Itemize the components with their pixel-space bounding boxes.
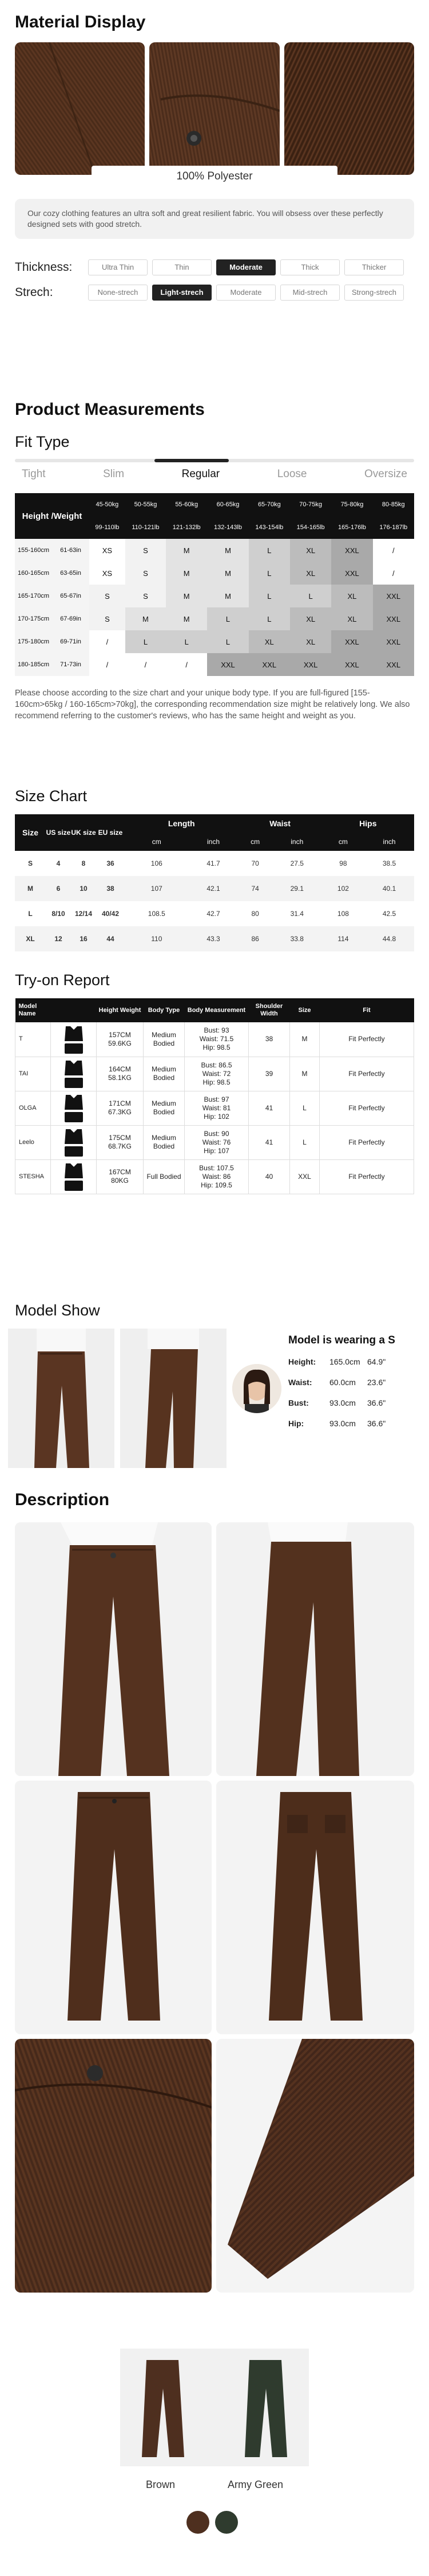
model-photo-side xyxy=(120,1329,227,1468)
recommended-size: XXL xyxy=(290,653,331,676)
recommended-size: L xyxy=(207,607,248,630)
pants-photo-side-model xyxy=(216,1522,414,1776)
size-cell-hips-in: 40.1 xyxy=(382,885,396,893)
model-stat-row xyxy=(288,1398,395,1407)
weight-lb: 154-165lb xyxy=(290,516,331,539)
size-chart-section xyxy=(0,787,429,951)
model-stat-row xyxy=(288,1419,395,1428)
size-cell-waist-cm: 86 xyxy=(251,935,259,943)
model-body-type: Medium Bodied xyxy=(144,1057,185,1091)
size-cell-waist-cm: 70 xyxy=(251,859,259,867)
model-size: M xyxy=(290,1022,320,1057)
size-cell-uk: 12/14 xyxy=(74,910,93,918)
recommended-size: L xyxy=(249,539,290,562)
fabric-photo-1 xyxy=(15,42,145,175)
stretch-strong: Strong-strech xyxy=(344,285,404,301)
model-thumbnail xyxy=(51,1091,97,1125)
size-row xyxy=(15,851,414,876)
model-shoulder: 40 xyxy=(249,1159,290,1194)
recommended-size: XXL xyxy=(331,562,372,585)
weight-kg: 70-75kg xyxy=(290,493,331,516)
recommended-size: L xyxy=(290,585,331,607)
recommended-size: XXL xyxy=(373,630,414,653)
recommended-size: XXL xyxy=(207,653,248,676)
description-section xyxy=(0,1490,429,2490)
recommended-size: XL xyxy=(331,585,372,607)
size-row xyxy=(15,926,414,951)
size-cell-hips-cm: 102 xyxy=(337,885,349,893)
model-shoulder: 41 xyxy=(249,1125,290,1159)
recommended-size: XL xyxy=(290,562,331,585)
recommended-size: L xyxy=(166,630,207,653)
weight-kg: 50-55kg xyxy=(125,493,166,516)
model-body-measurement: Bust: 107.5 Waist: 86 Hip: 109.5 xyxy=(185,1159,249,1194)
fit-slim: Slim xyxy=(103,468,125,480)
recommended-size: XXL xyxy=(373,585,414,607)
model-size: XXL xyxy=(290,1159,320,1194)
thickness-row xyxy=(0,259,429,275)
recommended-size: M xyxy=(166,562,207,585)
hw-row xyxy=(15,562,414,585)
fabric-composition: 100% Polyester xyxy=(92,166,337,187)
model-thumbnail xyxy=(51,1125,97,1159)
army-green-swatch[interactable] xyxy=(215,2511,238,2534)
model-name: OLGA xyxy=(15,1091,51,1125)
stat-key: Hip: xyxy=(288,1419,304,1428)
stat-cm: 93.0cm xyxy=(329,1398,356,1407)
brown-swatch[interactable] xyxy=(186,2511,209,2534)
hdr-size: Size xyxy=(15,814,46,851)
hdr-photo xyxy=(51,998,97,1022)
model-photo-front xyxy=(8,1329,114,1468)
thickness-label: Thickness: xyxy=(15,261,73,274)
recommended-size: XXL xyxy=(331,539,372,562)
unit-cm: cm xyxy=(238,833,272,851)
recommended-size: S xyxy=(89,585,125,607)
size-chart-title: Size Chart xyxy=(15,787,88,805)
model-shoulder: 38 xyxy=(249,1022,290,1057)
stretch-none: None-strech xyxy=(88,285,148,301)
recommended-size: / xyxy=(373,562,414,585)
fit-loose: Loose xyxy=(277,468,307,480)
try-on-table xyxy=(15,998,414,1194)
size-cell-uk: 10 xyxy=(80,885,88,893)
unit-inch: inch xyxy=(272,833,322,851)
height-in: 65-67in xyxy=(52,585,89,607)
model-body-measurement: Bust: 86.5 Waist: 72 Hip: 98.5 xyxy=(185,1057,249,1091)
height-cm: 175-180cm xyxy=(15,630,52,653)
size-cell-waist-in: 31.4 xyxy=(290,910,304,918)
size-recommendation-note: Please choose according to the size chart and your unique body type. If you are full-figured [155-160cm>65kg / 160-165cm>70kg], the corresponding recommendation size might be relatively long. We also recommend referring to the customer's reviews, who has the same height and weight as you. xyxy=(15,689,410,721)
hdr-size: Size xyxy=(290,998,320,1022)
size-cell-us: 12 xyxy=(54,935,62,943)
recommended-size: S xyxy=(89,607,125,630)
model-body-measurement: Bust: 93 Waist: 71.5 Hip: 98.5 xyxy=(185,1022,249,1057)
recommended-size: M xyxy=(125,607,166,630)
hw-corner: Height /Weight xyxy=(15,493,89,539)
model-avatar xyxy=(232,1364,281,1413)
model-height-weight: 157CM 59.6KG xyxy=(97,1022,144,1057)
pants-photo-flat-back xyxy=(216,1781,414,2034)
thickness-moderate: Moderate xyxy=(216,259,276,275)
model-size-heading: Model is wearing a S xyxy=(288,1334,395,1346)
model-fit: Fit Perfectly xyxy=(320,1125,414,1159)
size-cell-us: 4 xyxy=(56,859,61,867)
recommended-size: L xyxy=(249,607,290,630)
stretch-row xyxy=(0,285,429,301)
hw-row xyxy=(15,607,414,630)
recommended-size: XXL xyxy=(331,653,372,676)
material-images xyxy=(0,42,429,175)
hdr-uk: UK size xyxy=(71,814,96,851)
stat-cm: 165.0cm xyxy=(329,1357,360,1366)
recommended-size: M xyxy=(207,539,248,562)
pants-photo-flat-front xyxy=(15,1781,212,2034)
model-height-weight: 167CM 80KG xyxy=(97,1159,144,1194)
height-in: 71-73in xyxy=(52,653,89,676)
recommended-size: M xyxy=(166,607,207,630)
weight-kg: 65-70kg xyxy=(249,493,290,516)
stat-key: Bust: xyxy=(288,1398,309,1407)
recommended-size: M xyxy=(207,562,248,585)
fit-regular: Regular xyxy=(181,468,220,480)
recommended-size: / xyxy=(166,653,207,676)
recommended-size: XXL xyxy=(331,630,372,653)
model-body-measurement: Bust: 90 Waist: 76 Hip: 107 xyxy=(185,1125,249,1159)
recommended-size: / xyxy=(125,653,166,676)
hdr-model-name: Model Name xyxy=(15,998,51,1022)
hdr-shoulder: Shoulder Width xyxy=(249,998,290,1022)
recommended-size: XL xyxy=(290,607,331,630)
size-cell-waist-in: 27.5 xyxy=(290,859,304,867)
hdr-hips: Hips xyxy=(322,814,414,833)
recommended-size: S xyxy=(125,539,166,562)
height-weight-table xyxy=(15,493,414,676)
pants-photo-front-model xyxy=(15,1522,212,1776)
model-show-section xyxy=(0,1302,429,1468)
size-cell-uk: 16 xyxy=(80,935,88,943)
material-section xyxy=(0,13,429,301)
fabric-photo-3 xyxy=(284,42,414,175)
hdr-length: Length xyxy=(125,814,238,833)
size-cell-hips-cm: 108 xyxy=(337,910,349,918)
recommended-size: / xyxy=(89,653,125,676)
hdr-fit: Fit xyxy=(320,998,414,1022)
hdr-body-measurement: Body Measurement xyxy=(185,998,249,1022)
size-cell-hips-cm: 114 xyxy=(337,935,349,943)
model-name: Leelo xyxy=(15,1125,51,1159)
height-in: 63-65in xyxy=(52,562,89,585)
model-name: T xyxy=(15,1022,51,1057)
size-cell-eu: 36 xyxy=(106,859,114,867)
model-body-type: Medium Bodied xyxy=(144,1022,185,1057)
size-cell-waist-in: 33.8 xyxy=(290,935,304,943)
size-cell-us: 8/10 xyxy=(51,910,65,918)
hdr-waist: Waist xyxy=(238,814,321,833)
recommended-size: XL xyxy=(290,630,331,653)
size-cell-len-cm: 106 xyxy=(150,859,162,867)
model-show-title: Model Show xyxy=(15,1302,100,1319)
fit-oversize: Oversize xyxy=(364,468,407,480)
size-cell-uk: 8 xyxy=(81,859,86,867)
hdr-us: US size xyxy=(46,814,71,851)
recommended-size: XXL xyxy=(373,653,414,676)
try-on-section xyxy=(0,971,429,1194)
stat-in: 64.9" xyxy=(367,1357,386,1366)
weight-lb: 132-143lb xyxy=(207,516,248,539)
size-cell-size: M xyxy=(27,885,33,893)
weight-lb: 165-176lb xyxy=(331,516,372,539)
size-cell-len-in: 42.1 xyxy=(206,885,220,893)
unit-inch: inch xyxy=(364,833,414,851)
model-fit: Fit Perfectly xyxy=(320,1159,414,1194)
hw-row xyxy=(15,539,414,562)
model-size: L xyxy=(290,1091,320,1125)
thickness-thicker: Thicker xyxy=(344,259,404,275)
fit-type-bar xyxy=(15,459,414,462)
height-in: 69-71in xyxy=(52,630,89,653)
recommended-size: XL xyxy=(249,630,290,653)
fit-type-indicator xyxy=(154,459,229,462)
hdr-body-type: Body Type xyxy=(144,998,185,1022)
height-cm: 180-185cm xyxy=(15,653,52,676)
recommended-size: S xyxy=(125,585,166,607)
stat-in: 23.6" xyxy=(367,1378,386,1387)
model-shoulder: 39 xyxy=(249,1057,290,1091)
size-cell-waist-in: 29.1 xyxy=(290,885,304,893)
stretch-mid: Mid-strech xyxy=(280,285,340,301)
thickness-ultra-thin: Ultra Thin xyxy=(88,259,148,275)
recommended-size: L xyxy=(249,585,290,607)
model-body-type: Medium Bodied xyxy=(144,1125,185,1159)
weight-lb: 110-121lb xyxy=(125,516,166,539)
size-row xyxy=(15,901,414,926)
material-description: Our cozy clothing features an ultra soft and great resilient fabric. You will obsess over these perfectly designed sets with good stretch. xyxy=(15,199,414,239)
color-variants-card xyxy=(120,2349,309,2466)
recommended-size: / xyxy=(373,539,414,562)
recommended-size: M xyxy=(207,585,248,607)
model-body-type: Full Bodied xyxy=(144,1159,185,1194)
recommended-size: L xyxy=(207,630,248,653)
weight-lb: 99-110lb xyxy=(89,516,125,539)
weight-kg: 55-60kg xyxy=(166,493,207,516)
try-on-title: Try-on Report xyxy=(15,971,110,989)
model-size: M xyxy=(290,1057,320,1091)
fit-type-title: Fit Type xyxy=(15,433,70,450)
model-stat-row xyxy=(288,1357,395,1366)
size-cell-eu: 40/42 xyxy=(101,910,120,918)
recommended-size: XXL xyxy=(373,607,414,630)
stat-cm: 60.0cm xyxy=(329,1378,356,1387)
recommended-size: / xyxy=(89,630,125,653)
height-cm: 165-170cm xyxy=(15,585,52,607)
model-fit: Fit Perfectly xyxy=(320,1091,414,1125)
stat-cm: 93.0cm xyxy=(329,1419,356,1428)
model-height-weight: 175CM 68.7KG xyxy=(97,1125,144,1159)
size-row xyxy=(15,876,414,901)
stat-in: 36.6" xyxy=(367,1419,386,1428)
model-fit: Fit Perfectly xyxy=(320,1057,414,1091)
height-cm: 155-160cm xyxy=(15,539,52,562)
size-cell-len-cm: 107 xyxy=(150,885,162,893)
unit-cm: cm xyxy=(322,833,364,851)
model-height-weight: 171CM 67.3KG xyxy=(97,1091,144,1125)
size-cell-size: S xyxy=(27,859,33,867)
hdr-height-weight: Height Weight xyxy=(97,998,144,1022)
pants-detail-hem xyxy=(216,2039,414,2293)
height-in: 61-63in xyxy=(52,539,89,562)
model-shoulder: 41 xyxy=(249,1091,290,1125)
size-cell-eu: 44 xyxy=(106,935,114,943)
height-cm: 170-175cm xyxy=(15,607,52,630)
unit-cm: cm xyxy=(125,833,189,851)
weight-kg: 60-65kg xyxy=(207,493,248,516)
fit-type-labels xyxy=(0,468,429,481)
thickness-thin: Thin xyxy=(152,259,212,275)
size-cell-hips-cm: 98 xyxy=(339,859,347,867)
hw-row xyxy=(15,630,414,653)
size-cell-size: XL xyxy=(26,935,35,943)
try-on-row xyxy=(15,1091,414,1125)
model-body-measurement: Bust: 97 Waist: 81 Hip: 102 xyxy=(185,1091,249,1125)
recommended-size: XS xyxy=(89,539,125,562)
recommended-size: M xyxy=(166,539,207,562)
height-in: 67-69in xyxy=(52,607,89,630)
size-cell-waist-cm: 74 xyxy=(251,885,259,893)
weight-kg: 75-80kg xyxy=(331,493,372,516)
recommended-size: M xyxy=(166,585,207,607)
material-title: Material Display xyxy=(15,13,146,31)
model-body-type: Medium Bodied xyxy=(144,1091,185,1125)
weight-lb: 176-187lb xyxy=(373,516,414,539)
recommended-size: L xyxy=(249,562,290,585)
size-cell-size: L xyxy=(28,910,33,918)
try-on-row xyxy=(15,1159,414,1194)
try-on-row xyxy=(15,1022,414,1057)
size-cell-eu: 38 xyxy=(106,885,114,893)
fit-tight: Tight xyxy=(22,468,46,480)
size-cell-waist-cm: 80 xyxy=(251,910,259,918)
stretch-light: Light-strech xyxy=(152,285,212,301)
size-cell-hips-in: 38.5 xyxy=(382,859,396,867)
recommended-size: XS xyxy=(89,562,125,585)
model-stat-row xyxy=(288,1378,395,1387)
size-cell-hips-in: 44.8 xyxy=(382,935,396,943)
recommended-size: XL xyxy=(290,539,331,562)
weight-kg: 80-85kg xyxy=(373,493,414,516)
model-height-weight: 164CM 58.1KG xyxy=(97,1057,144,1091)
recommended-size: XXL xyxy=(249,653,290,676)
stretch-label: Strech: xyxy=(15,286,53,299)
size-chart-table xyxy=(15,814,414,951)
stat-in: 36.6" xyxy=(367,1398,386,1407)
pants-detail-waist xyxy=(15,2039,212,2293)
hdr-eu: EU size xyxy=(96,814,125,851)
size-cell-len-in: 43.3 xyxy=(206,935,220,943)
height-cm: 160-165cm xyxy=(15,562,52,585)
model-size: L xyxy=(290,1125,320,1159)
measurements-section xyxy=(0,400,429,722)
unit-inch: inch xyxy=(189,833,239,851)
size-cell-us: 6 xyxy=(56,885,61,893)
weight-lb: 143-154lb xyxy=(249,516,290,539)
hw-row xyxy=(15,653,414,676)
model-name: TAI xyxy=(15,1057,51,1091)
description-title: Description xyxy=(15,1490,110,1509)
try-on-row xyxy=(15,1125,414,1159)
size-cell-len-in: 42.7 xyxy=(206,910,220,918)
thickness-thick: Thick xyxy=(280,259,340,275)
model-fit: Fit Perfectly xyxy=(320,1022,414,1057)
recommended-size: XL xyxy=(331,607,372,630)
size-cell-hips-in: 42.5 xyxy=(382,910,396,918)
stat-key: Height: xyxy=(288,1357,316,1366)
size-cell-len-cm: 110 xyxy=(151,935,162,943)
try-on-row xyxy=(15,1057,414,1091)
size-cell-len-cm: 108.5 xyxy=(148,910,165,918)
color-name-brown: Brown xyxy=(146,2479,176,2490)
measurements-title: Product Measurements xyxy=(15,400,205,419)
weight-kg: 45-50kg xyxy=(89,493,125,516)
stretch-moderate: Moderate xyxy=(216,285,276,301)
hw-row xyxy=(15,585,414,607)
recommended-size: L xyxy=(125,630,166,653)
model-name: STESHA xyxy=(15,1159,51,1194)
weight-lb: 121-132lb xyxy=(166,516,207,539)
model-thumbnail xyxy=(51,1022,97,1057)
model-thumbnail xyxy=(51,1159,97,1194)
size-cell-len-in: 41.7 xyxy=(206,859,220,867)
model-thumbnail xyxy=(51,1057,97,1091)
color-name-army-green: Army Green xyxy=(228,2479,284,2490)
stat-key: Waist: xyxy=(288,1378,312,1387)
recommended-size: S xyxy=(125,562,166,585)
fabric-photo-2 xyxy=(149,42,279,175)
